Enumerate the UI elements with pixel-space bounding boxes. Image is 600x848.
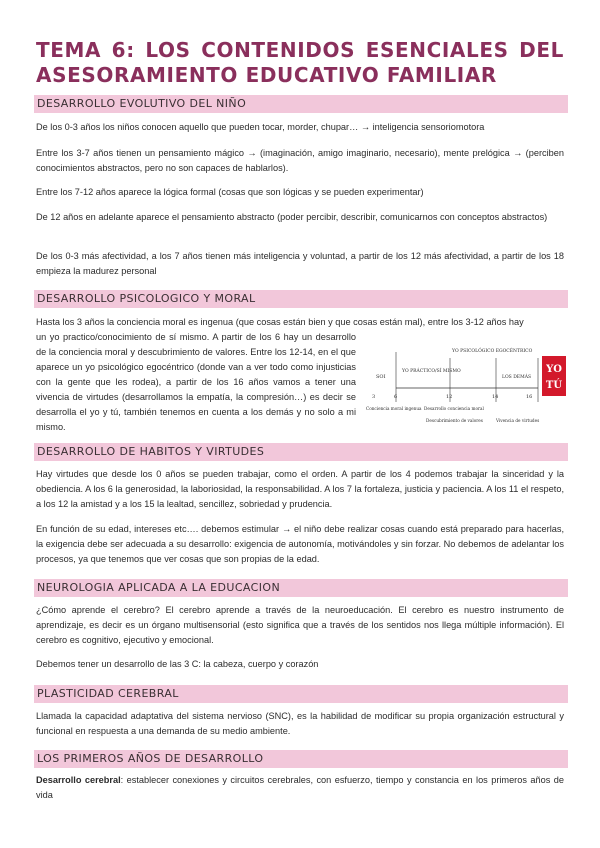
diagram-bottom-label: Conciencia moral ingenua (366, 406, 422, 411)
section-heading-neurologia: NEUROLOGIA APLICADA A LA EDUCACION (34, 579, 568, 597)
paragraph: Entre los 3-7 años tienen un pensamiento mágico → (imaginación, amigo imaginario, necesario), mente prelógica → (perciben conocimientos abstractos, pero no son capaces de hablarlos). (36, 148, 564, 173)
diagram-step-yo-psicologico: YO PSICOLÓGICO EGOCÉNTRICO (452, 349, 533, 354)
page-title: TEMA 6: LOS CONTENIDOS ESENCIALES DEL ASESORAMIENTO EDUCATIVO FAMILIAR (36, 38, 564, 87)
diagram-bottom-label: Desarrollo conciencia moral (424, 406, 484, 411)
section-heading-primeros-anos: LOS PRIMEROS AÑOS DE DESARROLLO (34, 750, 568, 768)
paragraph-wrapped: un yo practico/conocimiento de sí mismo. A partir de los 6 hay un desarrollo de la conciencia moral y descubrimiento de valores. Entre los 12-14, en el que aparece un yo psicológico egocéntrico (donde van a ver todo como injusticias con la gente que les rodea), a partir de los 16 años vamos a tener una vivencia de virtudes (desarrollamos la empatía, la compresión…) es decir se desarrolla el yo y tú, también tenemos en cuenta a los demás y no solo a mi mismo. (36, 332, 356, 432)
section-heading-plasticidad: PLASTICIDAD CEREBRAL (34, 685, 568, 703)
diagram-step-los-demas: LOS DEMÁS (502, 375, 532, 380)
paragraph: ¿Cómo aprende el cerebro? El cerebro aprende a través de la neuroeducación. El cerebro es nuestro instrumento de aprendizaje, es decir es un órgano multisensorial (esto significa que a través de los sentidos nos llega múltiple información). El cerebro es cognitivo, ejecutivo y emocional. (36, 605, 564, 645)
paragraph: De los 0-3 años los niños conocen aquello que pueden tocar, morder, chupar… → inteligencia sensoriomotora (36, 122, 485, 132)
section-heading-desarrollo-evolutivo: DESARROLLO EVOLUTIVO DEL NIÑO (34, 95, 568, 113)
diagram-bottom-label: Descubrimiento de valores (426, 418, 483, 423)
diagram-bottom-label: Vivencia de virtudes (496, 418, 540, 423)
paragraph: Hay virtudes que desde los 0 años se pueden trabajar, como el orden. A partir de los 4 podemos trabajar la sinceridad y la obediencia. A los 6 la generosidad, la laboriosidad, la responsabilidad. A los 7 la fortaleza, justicia y paciencia. A los 11 el respeto, a los 12 la amistad y a los 15 la lealtad, sencillez, sobriedad y prudencia. (36, 469, 564, 509)
paragraph: En función de su edad, intereses etc…. debemos estimular → el niño debe realizar cosas cuando está preparado para hacerlas, la exigencia debe ser adecuada a su desarrollo: exigencia de autonomía, motivándoles y sin forzar. No debemos de adelantar los procesos, ya que tenemos que ver cosas que son propias de la edad. (36, 524, 564, 564)
paragraph: De los 0-3 más afectividad, a los 7 años tienen más inteligencia y voluntad, a partir de los 12 más afectividad, a partir de los 18 empieza la madurez personal (36, 251, 564, 276)
diagram-age-12: 12 (446, 394, 453, 400)
diagram-age-16: 16 (526, 394, 533, 400)
bold-term: Desarrollo cerebral (36, 775, 121, 785)
diagram-age-6: 6 (394, 394, 398, 400)
paragraph: Debemos tener un desarrollo de las 3 C: la cabeza, cuerpo y corazón (36, 659, 319, 669)
diagram-age-3: 3 (372, 394, 376, 400)
tu-box-label: TÚ (545, 380, 563, 391)
yo-box-label: YO (546, 364, 562, 375)
diagram-step-yo-practico: YO PRÁCTICO/SÍ MISMO (402, 369, 461, 374)
moral-development-diagram (366, 342, 566, 428)
paragraph: Entre los 7-12 años aparece la lógica formal (cosas que son lógicas y se pueden experimentar) (36, 187, 424, 197)
paragraph: Hasta los 3 años la conciencia moral es ingenua (que cosas están bien y que cosas están mal), entre los 3-12 años hay (36, 317, 524, 327)
diagram-age-14: 14 (492, 394, 499, 400)
paragraph-rest: : establecer conexiones y circuitos cerebrales, con esfuerzo, tiempo y constancia en los primeros años de vida (36, 775, 564, 800)
paragraph: Llamada la capacidad adaptativa del sistema nervioso (SNC), es la habilidad de modificar su propia organización estructural y funcional en respuesta a una demanda de su medio ambiente. (36, 711, 564, 736)
section-heading-desarrollo-psicologico: DESARROLLO PSICOLOGICO Y MORAL (34, 290, 568, 308)
paragraph (36, 773, 564, 803)
section-heading-habitos-virtudes: DESARROLLO DE HABITOS Y VIRTUDES (34, 443, 568, 461)
paragraph: De 12 años en adelante aparece el pensamiento abstracto (poder percibir, describir, comunicarnos con conceptos abstractos) (36, 212, 548, 222)
diagram-step-soi: SOI (376, 374, 386, 380)
